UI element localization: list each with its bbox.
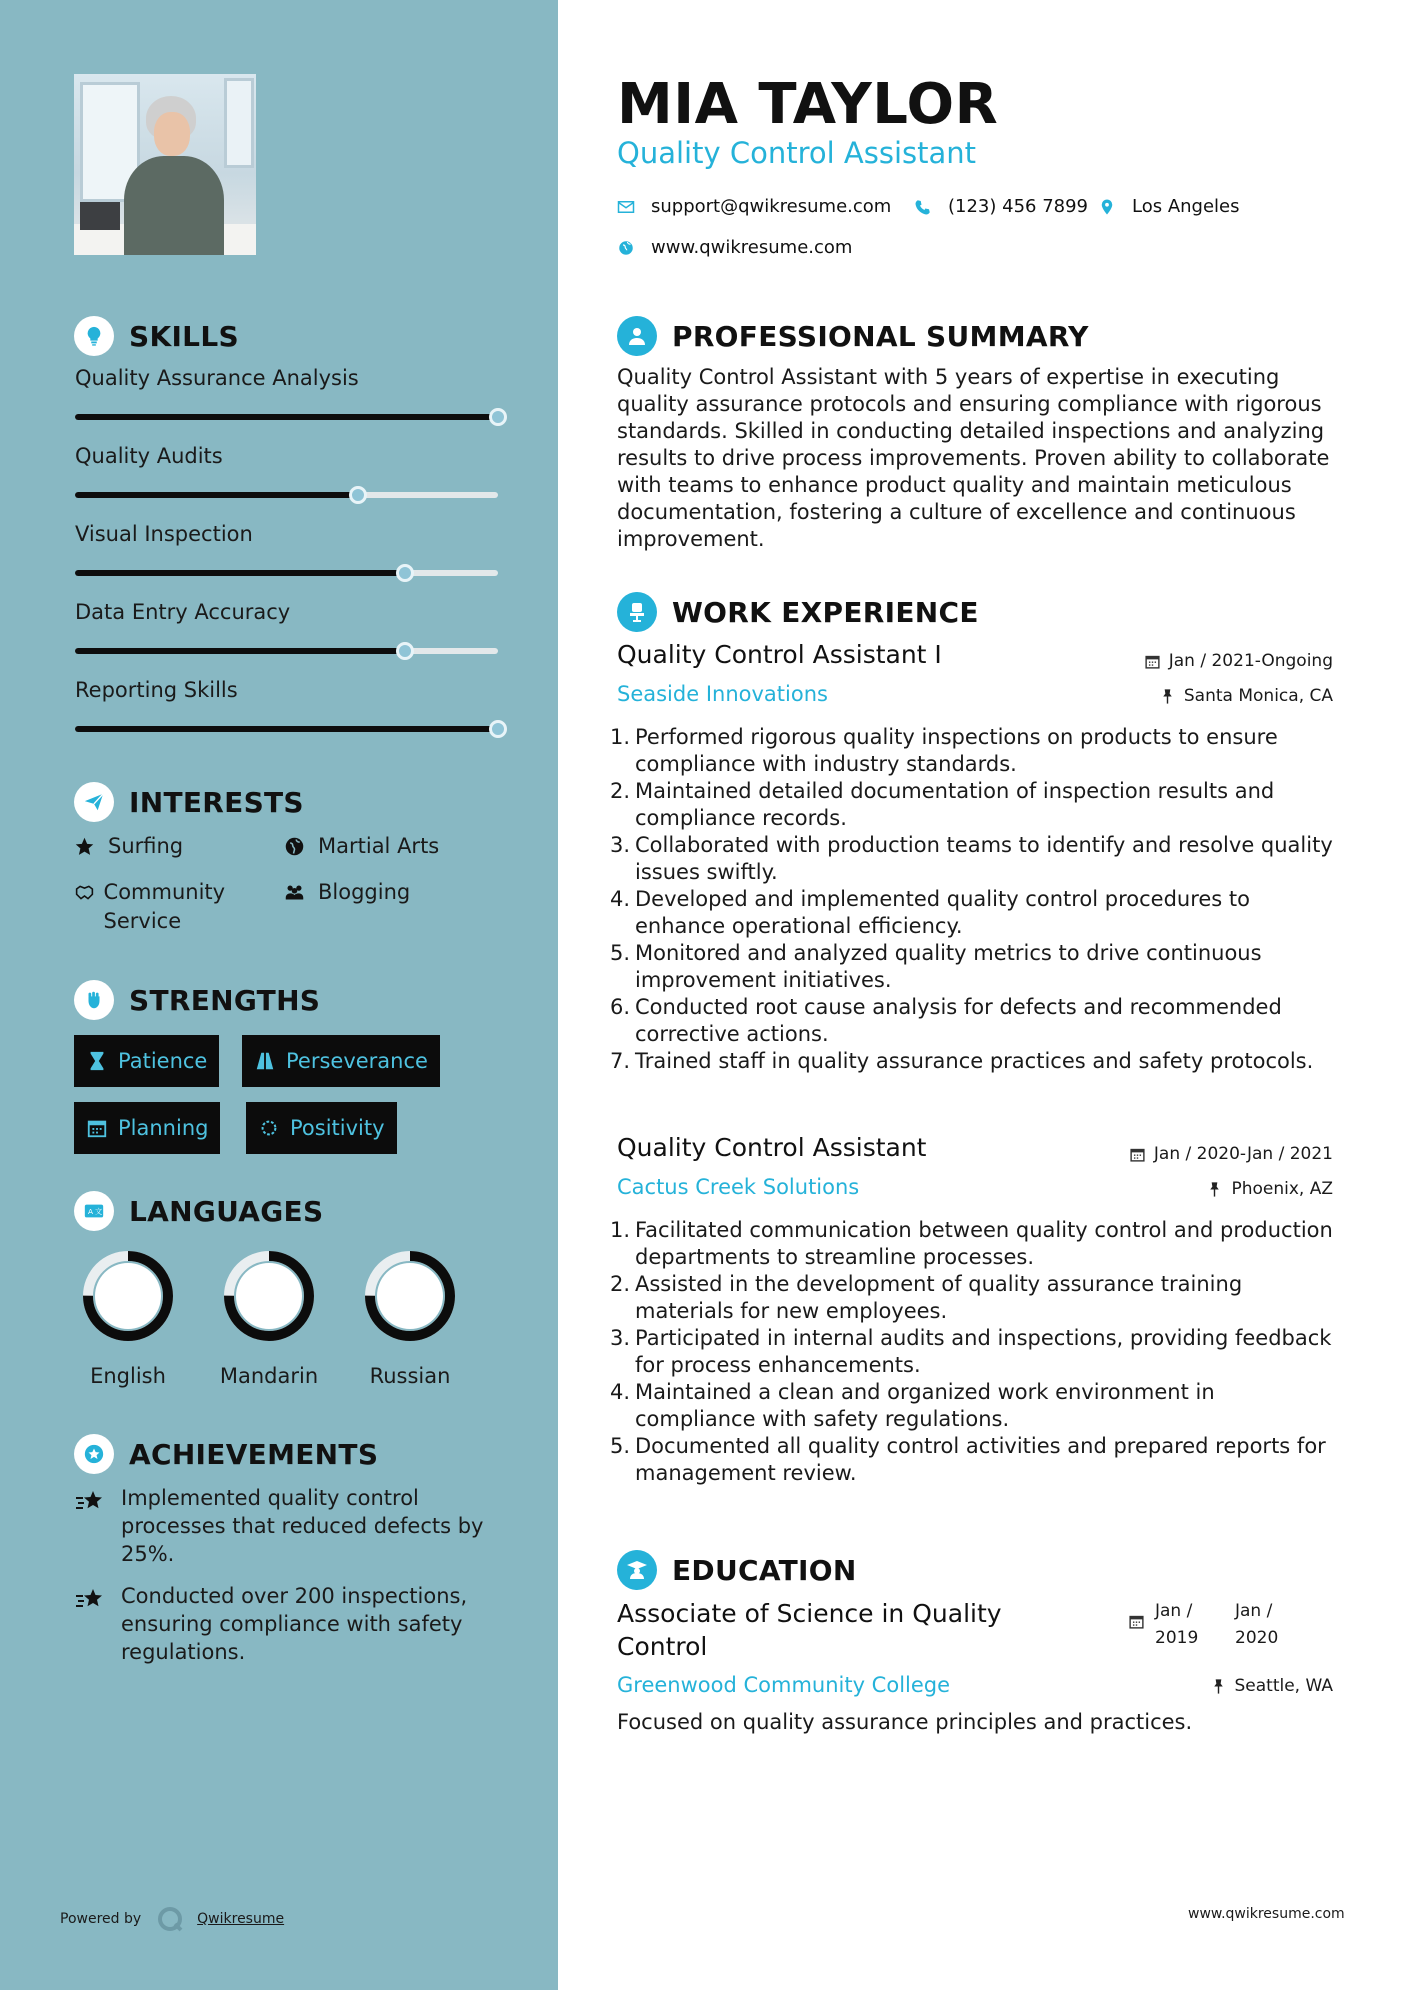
strength-badge: Planning [74, 1102, 220, 1154]
job-bullet: 4. Maintained a clean and organized work environment in compliance with safety regulations. [610, 1380, 1215, 1431]
website-link[interactable]: www.qwikresume.com [651, 237, 853, 258]
calendar-icon [86, 1117, 108, 1139]
road-icon [254, 1050, 276, 1072]
skill-bar-knob [489, 408, 507, 426]
summary-heading: PROFESSIONAL SUMMARY [617, 316, 1089, 356]
skill-bar [75, 648, 498, 654]
job-bullet: 5. Monitored and analyzed quality metrics to drive continuous improvement initiatives. [610, 941, 1262, 992]
footer-website-link[interactable]: www.qwikresume.com [1188, 1906, 1345, 1922]
skill-bar-knob [396, 564, 414, 582]
job-role: Quality Control Assistant [617, 1133, 927, 1162]
skill-bar-knob [349, 486, 367, 504]
pushpin-icon [1210, 1678, 1227, 1695]
language-item [219, 1248, 319, 1388]
skill-label: Data Entry Accuracy [75, 600, 291, 624]
skill-bar-fill [75, 492, 358, 498]
skill-bar-fill [75, 414, 498, 420]
job-bullet: 5. Documented all quality control activities and prepared reports for management review. [610, 1434, 1326, 1485]
svg-text:文: 文 [94, 1207, 103, 1217]
job-bullet: 4. Developed and implemented quality control procedures to enhance operational efficiency. [610, 887, 1251, 938]
job-bullet: 6. Conducted root cause analysis for defects and recommended corrective actions. [610, 995, 1282, 1046]
education-description: Focused on quality assurance principles and practices. [617, 1710, 1193, 1734]
powered-by: Powered by Qwikresume [60, 1904, 284, 1934]
contact-location: Los Angeles [1098, 196, 1240, 217]
contact-phone: (123) 456 7899 [914, 196, 1088, 217]
summary-text: Quality Control Assistant with 5 years of expertise in executing quality assurance protocols and ensuring compliance with rigorous standards. Skilled in conducting detailed inspections and analyzing results to drive process improvements. Proven ability to collaborate with teams to enhance product quality and maintain meticulous documentation, fostering a culture of excellence and continuous improvement. [617, 365, 1330, 551]
interest-item: Community Service [74, 878, 274, 936]
qwikresume-logo-icon [155, 1904, 185, 1934]
chair-icon [617, 592, 657, 632]
languages-heading: A 文 LANGUAGES [74, 1191, 323, 1231]
skill-bar [75, 492, 498, 498]
sun-icon [258, 1117, 280, 1139]
education-dates: Jan / 2019 Jan / 2020 [1128, 1598, 1315, 1652]
globe-icon [617, 239, 635, 257]
globe-icon [284, 832, 310, 861]
graduate-icon [617, 1550, 657, 1590]
sidebar [0, 0, 558, 1990]
achievements-heading: ACHIEVEMENTS [74, 1434, 378, 1474]
job-bullet: 7. Trained staff in quality assurance practices and safety protocols. [610, 1049, 1314, 1073]
skill-bar [75, 414, 498, 420]
job-dates: Jan / 2020-Jan / 2021 [1129, 1144, 1333, 1164]
paper-plane-icon [74, 782, 114, 822]
language-item [80, 1248, 176, 1388]
language-ring [362, 1248, 458, 1344]
education-school: Greenwood Community College [617, 1673, 951, 1697]
skill-label: Quality Audits [75, 444, 223, 468]
interest-item: Martial Arts [284, 832, 439, 861]
job-location: Phoenix, AZ [1206, 1179, 1333, 1199]
achievement-item: Implemented quality control processes that reduced defects by 25%. [75, 1484, 505, 1568]
email-link[interactable]: support@qwikresume.com [651, 196, 892, 217]
job-bullets [610, 1217, 1340, 1487]
contact-email [617, 196, 891, 217]
language-item [362, 1248, 458, 1388]
language-ring [221, 1248, 317, 1344]
job-company: Cactus Creek Solutions [617, 1175, 860, 1199]
skills-heading: SKILLS [74, 316, 239, 356]
strength-badge: Patience [74, 1035, 219, 1087]
job-bullet: 2. Assisted in the development of quality assurance training materials for new employees. [610, 1272, 1243, 1323]
job-company: Seaside Innovations [617, 682, 828, 706]
interest-item: Blogging [284, 878, 410, 907]
qwikresume-link[interactable]: Qwikresume [197, 1911, 285, 1927]
job-bullet: 1. Performed rigorous quality inspections on products to ensure compliance with industry standards. [610, 725, 1278, 776]
language-label: Mandarin [219, 1364, 319, 1388]
candidate-name: MIA TAYLOR [617, 72, 999, 137]
svg-text:A: A [88, 1207, 94, 1217]
handshake-icon [74, 878, 96, 907]
candidate-title: Quality Control Assistant [617, 136, 977, 170]
achievement-item: Conducted over 200 inspections, ensuring compliance with safety regulations. [75, 1582, 505, 1666]
map-pin-icon [1098, 198, 1116, 216]
job-bullet: 1. Facilitated communication between quality control and production departments to streamline processes. [610, 1218, 1333, 1269]
interests-heading: INTERESTS [74, 782, 304, 822]
fist-icon [74, 980, 114, 1020]
language-label: Russian [369, 1364, 451, 1388]
job-role: Quality Control Assistant I [617, 640, 942, 669]
award-star-icon [74, 1434, 114, 1474]
skill-bar-fill [75, 570, 405, 576]
job-dates: Jan / 2021-Ongoing [1144, 651, 1333, 671]
interest-item: Surfing [74, 832, 183, 861]
language-icon [74, 1191, 114, 1231]
experience-heading: WORK EXPERIENCE [617, 592, 979, 632]
phone-icon [914, 198, 932, 216]
language-ring [80, 1248, 176, 1344]
users-icon [284, 878, 310, 907]
profile-photo [74, 74, 256, 255]
pushpin-icon [1206, 1181, 1223, 1198]
skill-bar [75, 726, 498, 732]
job-bullets [610, 724, 1340, 1075]
envelope-icon [617, 198, 635, 216]
strength-badge: Positivity [246, 1102, 397, 1154]
shooting-star-icon [75, 1484, 121, 1568]
skill-bar-knob [489, 720, 507, 738]
calendar-icon [1129, 1146, 1146, 1163]
shooting-star-icon [75, 1582, 121, 1666]
skill-bar-fill [75, 648, 405, 654]
skill-bar [75, 570, 498, 576]
skill-bar-knob [396, 642, 414, 660]
star-icon [74, 832, 100, 861]
language-label: English [90, 1364, 166, 1388]
calendar-icon [1144, 653, 1161, 670]
hourglass-icon [86, 1050, 108, 1072]
skill-label: Reporting Skills [75, 678, 238, 702]
job-bullet: 3. Collaborated with production teams to identify and resolve quality issues swiftly. [610, 833, 1333, 884]
pushpin-icon [1159, 688, 1176, 705]
job-bullet: 2. Maintained detailed documentation of inspection results and compliance records. [610, 779, 1275, 830]
education-degree: Associate of Science in Quality Control [617, 1599, 1002, 1661]
strengths-heading: STRENGTHS [74, 980, 320, 1020]
contact-website [617, 237, 852, 258]
skill-label: Visual Inspection [75, 522, 253, 546]
education-heading: EDUCATION [617, 1550, 857, 1590]
lightbulb-icon [74, 316, 114, 356]
skill-bar-fill [75, 726, 498, 732]
job-bullet: 3. Participated in internal audits and inspections, providing feedback for process enhancements. [610, 1326, 1332, 1377]
job-location: Santa Monica, CA [1159, 686, 1333, 706]
education-location: Seattle, WA [1210, 1676, 1334, 1696]
calendar-icon [1128, 1613, 1145, 1630]
skill-label: Quality Assurance Analysis [75, 366, 359, 390]
user-icon [617, 316, 657, 356]
strength-badge: Perseverance [242, 1035, 440, 1087]
